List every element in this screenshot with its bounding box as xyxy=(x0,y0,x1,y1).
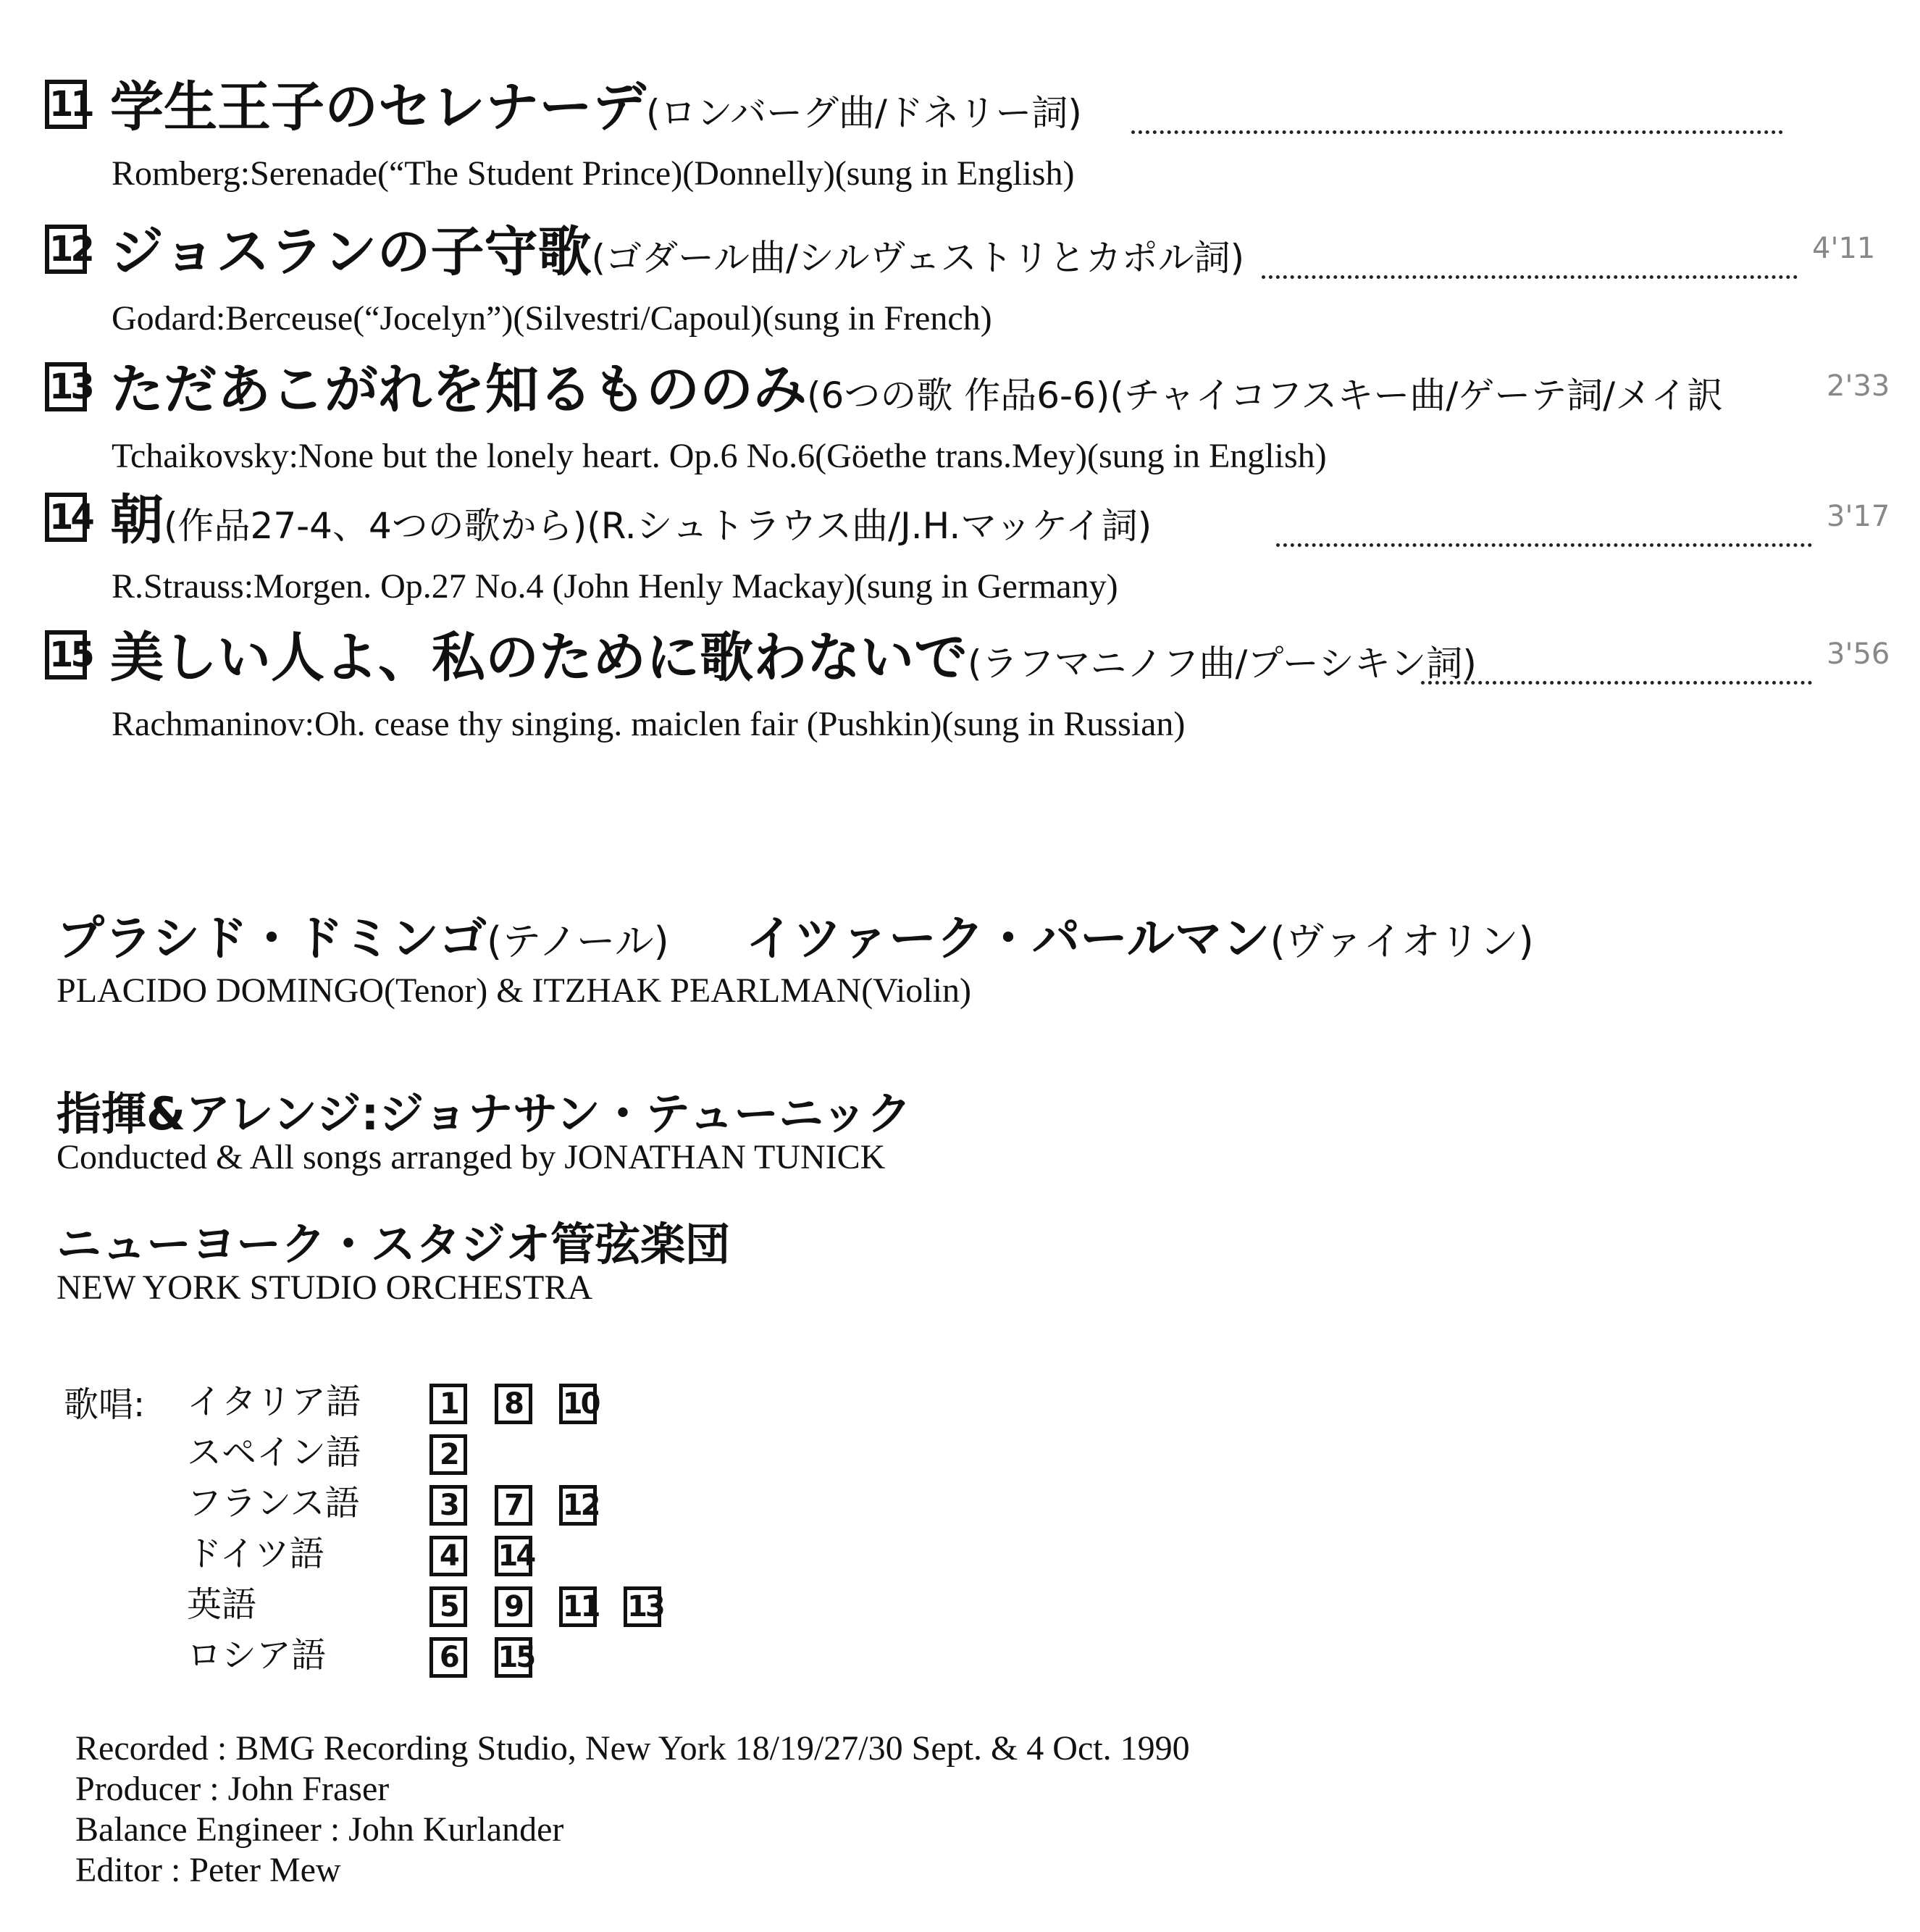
producer-credit: Producer : John Fraser xyxy=(75,1770,390,1808)
track-title-en: Rachmaninov:Oh. cease thy singing. maiclen fair (Pushkin)(sung in Russian) xyxy=(112,705,1186,743)
track-box: 11 xyxy=(559,1586,597,1627)
track-title-jp xyxy=(110,72,1082,148)
leader-dots xyxy=(1276,514,1812,547)
language-name: 英語 xyxy=(187,1584,257,1625)
language-row-french xyxy=(187,1475,613,1526)
performers-en: PLACIDO DOMINGO(Tenor) & ITZHAK PEARLMAN(Violin) xyxy=(56,971,971,1010)
language-name: ドイツ語 xyxy=(187,1534,324,1574)
recorded-credit: Recorded : BMG Recording Studio, New York 18/19/27/30 Sept. & 4 Oct. 1990 xyxy=(75,1729,1190,1768)
conductor-en: Conducted & All songs arranged by JONATHAN TUNICK xyxy=(56,1138,886,1176)
domingo-role-jp: (テノール) xyxy=(487,919,669,964)
track-13 xyxy=(45,355,1899,478)
credit-jp: (ラフマニノフ曲/プーシキン詞) xyxy=(968,643,1477,685)
track-jp-line xyxy=(45,217,1899,297)
credit-jp: (ゴダール曲/シルヴェストリとカポル詞) xyxy=(591,237,1245,279)
track-jp-line xyxy=(45,623,1899,703)
leader-dots xyxy=(1262,246,1798,279)
track-15 xyxy=(45,623,1899,746)
track-box: 9 xyxy=(495,1586,532,1627)
track-title-jp xyxy=(110,355,1723,430)
title-jp-text: 学生王子のセレナーデ xyxy=(110,76,646,138)
track-jp-line xyxy=(45,485,1899,565)
title-jp-text: 美しい人よ、私のために歌わないで xyxy=(110,627,968,689)
track-number: 12 xyxy=(45,225,87,274)
languages-heading: 歌唱: xyxy=(64,1384,146,1425)
credit-jp: (ロンバーグ曲/ドネリー詞) xyxy=(646,92,1082,134)
track-box: 15 xyxy=(495,1637,532,1678)
track-number: 13 xyxy=(45,362,87,411)
track-box: 5 xyxy=(429,1586,467,1627)
track-box: 10 xyxy=(559,1384,597,1424)
orchestra-en: NEW YORK STUDIO ORCHESTRA xyxy=(56,1268,593,1307)
leader-dots xyxy=(1131,101,1783,134)
track-number: 11 xyxy=(45,80,87,129)
language-row-english xyxy=(187,1576,677,1627)
track-number: 14 xyxy=(45,493,87,542)
track-duration: 4'11 xyxy=(1812,232,1876,265)
conductor-jp: 指揮&アレンジ:ジョナサン・テューニック xyxy=(56,1087,912,1140)
language-row-german xyxy=(187,1526,548,1576)
track-jp-line xyxy=(45,355,1899,435)
track-title-en: Tchaikovsky:None but the lonely heart. Op.6 No.6(Göethe trans.Mey)(sung in English) xyxy=(112,437,1327,475)
credit-jp: (作品27-4、4つの歌から)(R.シュトラウス曲/J.H.マッケイ詞) xyxy=(164,505,1152,547)
track-box: 6 xyxy=(429,1637,467,1678)
track-12 xyxy=(45,217,1899,340)
language-row-russian xyxy=(187,1627,548,1678)
track-box: 12 xyxy=(559,1485,597,1526)
track-title-en: R.Strauss:Morgen. Op.27 No.4 (John Henly Mackay)(sung in Germany) xyxy=(112,567,1118,606)
track-14 xyxy=(45,485,1899,609)
pearlman-jp: イツァーク・パールマン xyxy=(745,911,1270,966)
track-title-en: Romberg:Serenade(“The Student Prince)(Donnelly)(sung in English) xyxy=(112,154,1075,193)
language-row-italian xyxy=(187,1373,613,1424)
language-name: イタリア語 xyxy=(187,1381,361,1422)
domingo-jp: プラシド・ドミンゴ xyxy=(56,911,487,966)
track-box: 1 xyxy=(429,1384,467,1424)
language-name: ロシア語 xyxy=(187,1635,327,1676)
track-box: 3 xyxy=(429,1485,467,1526)
language-name: フランス語 xyxy=(187,1483,360,1523)
track-duration: 3'56 xyxy=(1827,637,1890,671)
track-box: 14 xyxy=(495,1536,532,1576)
credit-jp: (6つの歌 作品6-6)(チャイコフスキー曲/ゲーテ詞/メイ訳 xyxy=(807,375,1724,417)
leader-dots xyxy=(1421,652,1812,685)
track-title-jp xyxy=(110,485,1152,561)
track-11 xyxy=(45,72,1899,196)
track-box: 13 xyxy=(624,1586,661,1627)
track-title-en: Godard:Berceuse(“Jocelyn”)(Silvestri/Capoul)(sung in French) xyxy=(112,299,992,338)
language-name: スペイン語 xyxy=(187,1432,361,1473)
track-title-jp xyxy=(110,623,1477,698)
orchestra-jp: ニューヨーク・スタジオ管弦楽団 xyxy=(56,1218,731,1271)
track-duration: 2'33 xyxy=(1827,369,1890,403)
editor-credit: Editor : Peter Mew xyxy=(75,1851,341,1889)
track-box: 4 xyxy=(429,1536,467,1576)
engineer-credit: Balance Engineer : John Kurlander xyxy=(75,1810,564,1849)
title-jp-text: 朝 xyxy=(110,489,164,551)
track-number: 15 xyxy=(45,630,87,679)
track-duration: 3'17 xyxy=(1827,500,1890,533)
track-jp-line xyxy=(45,72,1899,152)
performers-jp xyxy=(56,900,1534,969)
title-jp-text: ただあこがれを知るもののみ xyxy=(110,359,807,421)
track-box: 8 xyxy=(495,1384,532,1424)
title-jp-text: ジョスランの子守歌 xyxy=(110,221,592,283)
track-box: 7 xyxy=(495,1485,532,1526)
language-row-spanish xyxy=(187,1424,483,1475)
pearlman-role-jp: (ヴァイオリン) xyxy=(1270,919,1534,964)
track-box: 2 xyxy=(429,1434,467,1475)
track-title-jp xyxy=(110,217,1244,293)
